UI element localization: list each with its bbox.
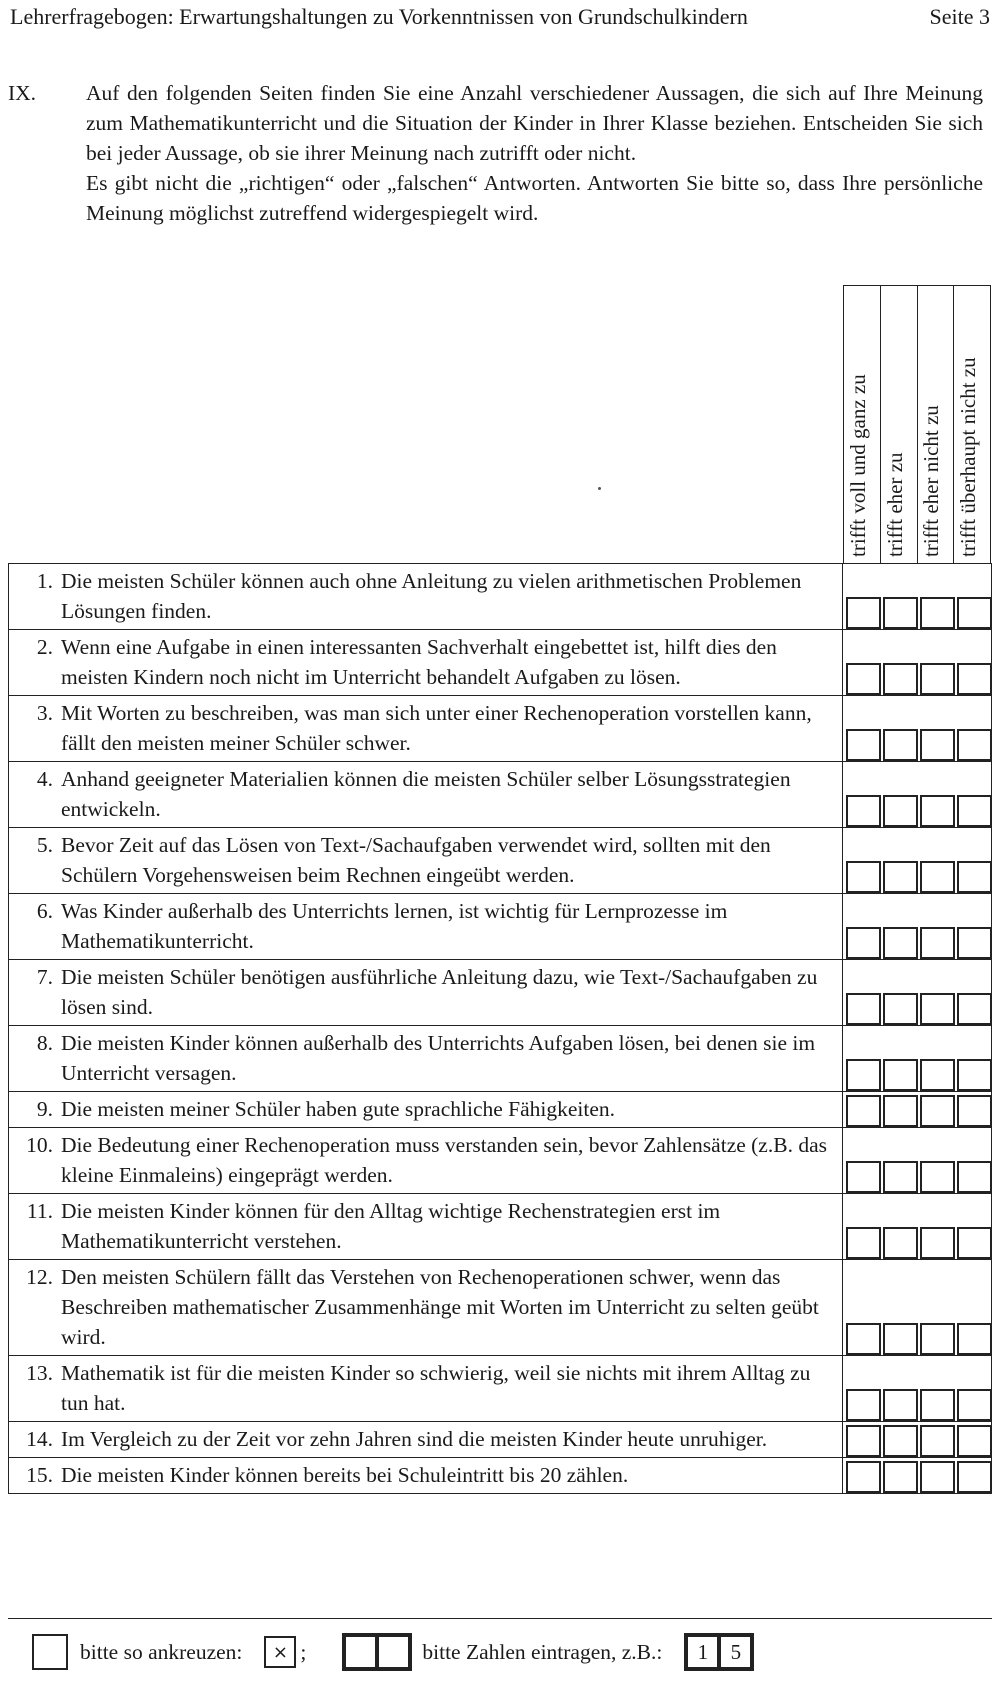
answer-checkbox[interactable]: [883, 729, 918, 761]
statement-number: 4.: [36, 767, 53, 791]
answer-checkbox[interactable]: [957, 663, 992, 695]
answer-checkbox[interactable]: [920, 1059, 955, 1091]
answer-checkbox[interactable]: [957, 993, 992, 1025]
statement-number: 12.: [26, 1265, 53, 1289]
answer-checkbox[interactable]: [957, 1425, 992, 1457]
answer-checkbox[interactable]: [920, 1161, 955, 1193]
answer-boxes: [846, 795, 992, 827]
page-number: Seite 3: [929, 4, 990, 29]
answer-boxes: [846, 993, 992, 1025]
answer-checkbox[interactable]: [883, 1425, 918, 1457]
statement-text-cell: [8, 1458, 843, 1493]
answer-boxes: [846, 729, 992, 761]
statement-text: Was Kinder außerhalb des Unterrichts lernen, ist wichtig für Lernprozesse im Mathematikunterricht.: [61, 899, 728, 953]
statement-row: [8, 960, 992, 1026]
statement-row: [8, 828, 992, 894]
statement-row: [8, 1422, 992, 1458]
answer-checkbox[interactable]: [846, 1227, 881, 1259]
answer-checkbox[interactable]: [920, 597, 955, 629]
answer-checkbox[interactable]: [883, 795, 918, 827]
answer-checkbox[interactable]: [957, 795, 992, 827]
scan-speck: [598, 487, 601, 490]
answer-checkbox[interactable]: [846, 1425, 881, 1457]
statement-row: [8, 1026, 992, 1092]
statement-row: [8, 1128, 992, 1194]
statement-text-cell: [8, 1260, 843, 1355]
example-digit: 5: [730, 1639, 742, 1664]
statement-number: 6.: [36, 899, 53, 923]
statement-text: Die meisten Kinder können außerhalb des Unterrichts Aufgaben lösen, bei denen sie im Unterricht versagen.: [61, 1031, 816, 1085]
legend-number-boxes: [342, 1633, 412, 1671]
answer-checkbox[interactable]: [883, 597, 918, 629]
statement-text-cell: [8, 1092, 843, 1127]
statement-row: [8, 1260, 992, 1356]
column-header: trifft eher nicht zu: [918, 286, 955, 563]
answer-checkbox[interactable]: [920, 663, 955, 695]
answer-boxes: [846, 1059, 992, 1091]
statement-number: 2.: [36, 635, 53, 659]
statement-text-cell: [8, 1194, 843, 1259]
statement-text-cell: [8, 1422, 843, 1457]
statement-row: [8, 630, 992, 696]
answer-checkbox[interactable]: [920, 1227, 955, 1259]
statement-number: 3.: [36, 701, 53, 725]
answer-checkbox[interactable]: [920, 1095, 955, 1127]
legend-crossed-box: ×: [264, 1636, 296, 1668]
answer-checkbox[interactable]: [846, 663, 881, 695]
answer-boxes: [846, 927, 992, 959]
statement-text: Mathematik ist für die meisten Kinder so schwierig, weil sie nichts mit ihrem Alltag zu tun hat.: [61, 1361, 811, 1415]
statement-text: Die meisten Schüler benötigen ausführliche Anleitung dazu, wie Text-/Sachaufgaben zu lösen sind.: [61, 965, 818, 1019]
statement-text: Anhand geeigneter Materialien können die meisten Schüler selber Lösungsstrategien entwickeln.: [61, 767, 791, 821]
answer-checkbox[interactable]: [883, 927, 918, 959]
statement-text-cell: [8, 1356, 843, 1421]
statement-number: 14.: [26, 1427, 53, 1451]
answer-checkbox[interactable]: [957, 861, 992, 893]
answer-checkbox[interactable]: [883, 1461, 918, 1493]
answer-checkbox[interactable]: [846, 1389, 881, 1421]
answer-checkbox[interactable]: [883, 993, 918, 1025]
statement-row: [8, 1092, 992, 1128]
statement-text-cell: [8, 1026, 843, 1091]
column-header: trifft überhaupt nicht zu: [956, 357, 981, 557]
statement-text: Die Bedeutung einer Rechenoperation muss verstanden sein, bevor Zahlensätze (z.B. das kleine Einmaleins) eingeprägt werden.: [61, 1133, 827, 1187]
answer-checkbox[interactable]: [957, 1161, 992, 1193]
statement-number: 9.: [36, 1097, 53, 1121]
answer-checkbox[interactable]: [957, 1227, 992, 1259]
answer-checkbox[interactable]: [883, 861, 918, 893]
statement-number: 8.: [36, 1031, 53, 1055]
instructions-paragraph-1: Auf den folgenden Seiten finden Sie eine Anzahl verschiedener Aussagen, die sich auf Ihre Meinung zum Mathematikunterricht und die Situation der Kinder in Ihrer Klasse beziehen. Entscheiden Sie sich bei jeder Aussage, ob sie ihrer Meinung nach zutrifft oder nicht.: [86, 81, 983, 165]
statement-row: [8, 1194, 992, 1260]
column-header: trifft eher zu: [881, 286, 918, 563]
statement-number: 15.: [26, 1463, 53, 1487]
answer-boxes: [846, 861, 992, 893]
statement-row: [8, 696, 992, 762]
legend-separator: ;: [300, 1639, 307, 1664]
rating-column-headers: [843, 285, 991, 563]
answer-checkbox[interactable]: [957, 597, 992, 629]
legend-example-number: [684, 1633, 754, 1671]
answer-checkbox[interactable]: [920, 729, 955, 761]
answer-checkbox[interactable]: [920, 1425, 955, 1457]
answer-checkbox[interactable]: [846, 1059, 881, 1091]
statement-text-cell: [8, 960, 843, 1025]
answer-checkbox[interactable]: [920, 861, 955, 893]
statement-text-cell: [8, 828, 843, 893]
statement-row: [8, 762, 992, 828]
statement-number: 5.: [36, 833, 53, 857]
answer-checkbox[interactable]: [883, 1227, 918, 1259]
footer-legend: [32, 1633, 754, 1671]
statement-text-cell: [8, 696, 843, 761]
example-digit: 1: [688, 1637, 721, 1667]
answer-checkbox[interactable]: [920, 927, 955, 959]
answer-checkbox[interactable]: [846, 729, 881, 761]
footer-divider: [8, 1618, 992, 1619]
statement-text: Mit Worten zu beschreiben, was man sich unter einer Rechenoperation vorstellen kann, fällt den meisten meiner Schüler schwer.: [61, 701, 812, 755]
instructions: [8, 78, 983, 228]
answer-checkbox[interactable]: [846, 1095, 881, 1127]
answer-boxes: [846, 1323, 992, 1355]
answer-boxes: [846, 1389, 992, 1421]
document-title: Lehrerfragebogen: Erwartungshaltungen zu Vorkenntnissen von Grundschulkindern: [10, 4, 748, 29]
answer-boxes: [846, 597, 992, 629]
answer-checkbox[interactable]: [846, 597, 881, 629]
statement-text: Die meisten Kinder können für den Alltag wichtige Rechenstrategien erst im Mathematikunterricht verstehen.: [61, 1199, 721, 1253]
answer-checkbox[interactable]: [846, 993, 881, 1025]
answer-checkbox[interactable]: [920, 1389, 955, 1421]
answer-boxes: [846, 1425, 992, 1457]
statement-number: 1.: [36, 569, 53, 593]
statement-text: Wenn eine Aufgabe in einen interessanten Sachverhalt eingebettet ist, hilft dies den meisten Kindern noch nicht im Unterricht behandelt Aufgaben zu lösen.: [61, 635, 777, 689]
statement-text: Im Vergleich zu der Zeit vor zehn Jahren sind die meisten Kinder heute unruhiger.: [61, 1427, 768, 1451]
statement-text-cell: [8, 762, 843, 827]
statement-row: [8, 1458, 992, 1494]
instructions-paragraph-2: Es gibt nicht die „richtigen“ oder „falschen“ Antworten. Antworten Sie bitte so, dass Ihre persönliche Meinung möglichst zutreffend widergespiegelt wird.: [86, 171, 983, 225]
answer-boxes: [846, 1161, 992, 1193]
statement-number: 13.: [26, 1361, 53, 1385]
statement-number: 7.: [36, 965, 53, 989]
answer-checkbox[interactable]: [846, 1323, 881, 1355]
answer-checkbox[interactable]: [957, 729, 992, 761]
answer-checkbox[interactable]: [846, 1161, 881, 1193]
answer-checkbox[interactable]: [920, 1323, 955, 1355]
statement-text-cell: [8, 1128, 843, 1193]
answer-checkbox[interactable]: [957, 1323, 992, 1355]
answer-checkbox[interactable]: [883, 1323, 918, 1355]
statement-text: Bevor Zeit auf das Lösen von Text-/Sachaufgaben verwendet wird, sollten mit den Schülern Vorgehensweisen beim Rechnen eingeübt werden.: [61, 833, 771, 887]
statement-text: Die meisten meiner Schüler haben gute sprachliche Fähigkeiten.: [61, 1097, 616, 1121]
answer-checkbox[interactable]: [920, 1461, 955, 1493]
statement-number: 10.: [26, 1133, 53, 1157]
statement-row: [8, 564, 992, 630]
answer-checkbox[interactable]: [846, 1461, 881, 1493]
statement-text-cell: [8, 564, 843, 629]
page-header: [10, 4, 990, 30]
statement-text: Die meisten Kinder können bereits bei Schuleintritt bis 20 zählen.: [61, 1463, 629, 1487]
answer-checkbox[interactable]: [883, 1161, 918, 1193]
answer-checkbox[interactable]: [846, 795, 881, 827]
answer-boxes: [846, 663, 992, 695]
answer-checkbox[interactable]: [957, 1095, 992, 1127]
statement-text-cell: [8, 894, 843, 959]
answer-checkbox[interactable]: [883, 1059, 918, 1091]
answer-boxes: [846, 1227, 992, 1259]
answer-boxes: [846, 1095, 992, 1127]
statement-table: [8, 563, 992, 1494]
statement-text: Die meisten Schüler können auch ohne Anleitung zu vielen arithmetischen Problemen Lösungen finden.: [61, 569, 802, 623]
answer-checkbox[interactable]: [883, 1389, 918, 1421]
number-instruction: bitte Zahlen eintragen, z.B.:: [422, 1639, 663, 1664]
statement-number: 11.: [26, 1199, 53, 1223]
statement-row: [8, 894, 992, 960]
statement-text: Den meisten Schülern fällt das Verstehen von Rechenoperationen schwer, wenn das Beschreiben mathematischer Zusammenhänge mit Worten im Unterricht zu selten geübt wird.: [61, 1265, 819, 1349]
answer-checkbox[interactable]: [883, 663, 918, 695]
answer-checkbox[interactable]: [957, 1461, 992, 1493]
answer-checkbox[interactable]: [846, 861, 881, 893]
answer-checkbox[interactable]: [920, 795, 955, 827]
answer-checkbox[interactable]: [957, 1059, 992, 1091]
statement-row: [8, 1356, 992, 1422]
legend-empty-box: [32, 1634, 68, 1670]
answer-checkbox[interactable]: [846, 927, 881, 959]
statement-text-cell: [8, 630, 843, 695]
answer-checkbox[interactable]: [920, 993, 955, 1025]
answer-checkbox[interactable]: [883, 1095, 918, 1127]
section-number: IX.: [8, 81, 37, 105]
column-header: trifft voll und ganz zu: [844, 286, 881, 563]
answer-checkbox[interactable]: [957, 1389, 992, 1421]
answer-boxes: [846, 1461, 992, 1493]
cross-instruction: bitte so ankreuzen:: [80, 1639, 243, 1664]
answer-checkbox[interactable]: [957, 927, 992, 959]
